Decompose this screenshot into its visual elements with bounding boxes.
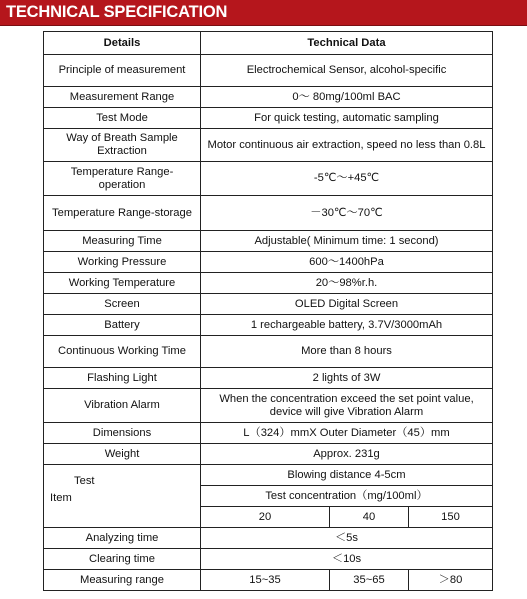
table-header-row xyxy=(44,32,493,55)
clearing-time-label: Clearing time xyxy=(44,549,201,570)
row-label: Screen xyxy=(44,294,201,315)
row-label: Test Mode xyxy=(44,108,201,129)
row-label: Vibration Alarm xyxy=(44,389,201,423)
table-row xyxy=(44,549,493,570)
details-header: Details xyxy=(44,32,201,55)
analyzing-time-label: Analyzing time xyxy=(44,528,201,549)
row-value: L（324）mmX Outer Diameter（45）mm xyxy=(201,423,493,444)
row-value: 20～98%r.h. xyxy=(201,273,493,294)
concentration-value: 20 xyxy=(201,507,330,528)
row-value: 0～ 80mg/100ml BAC xyxy=(201,87,493,108)
table-row xyxy=(44,528,493,549)
row-label: Measurement Range xyxy=(44,87,201,108)
table-row xyxy=(44,87,493,108)
row-value: 600～1400hPa xyxy=(201,252,493,273)
measuring-range-value: 15~35 xyxy=(201,570,330,591)
row-value: For quick testing, automatic sampling xyxy=(201,108,493,129)
table-row xyxy=(44,444,493,465)
spec-table xyxy=(43,31,493,591)
row-value: Motor continuous air extraction, speed no less than 0.8L xyxy=(201,129,493,162)
table-row xyxy=(44,294,493,315)
row-label: Continuous Working Time xyxy=(44,336,201,368)
table-row xyxy=(44,368,493,389)
concentration-value: 40 xyxy=(330,507,409,528)
row-label: Working Temperature xyxy=(44,273,201,294)
clearing-time-value: ＜10s xyxy=(201,549,493,570)
measuring-range-value: ＞80 xyxy=(409,570,493,591)
row-label: Weight xyxy=(44,444,201,465)
table-row xyxy=(44,108,493,129)
section-header xyxy=(0,0,527,26)
row-value: －30℃～70℃ xyxy=(201,196,493,231)
row-label: Working Pressure xyxy=(44,252,201,273)
row-label: Principle of measurement xyxy=(44,55,201,87)
row-label: Temperature Range-storage xyxy=(44,196,201,231)
row-label: Battery xyxy=(44,315,201,336)
row-value: Adjustable( Minimum time: 1 second) xyxy=(201,231,493,252)
section-title: TECHNICAL SPECIFICATION xyxy=(6,3,228,21)
table-row xyxy=(44,570,493,591)
row-value: OLED Digital Screen xyxy=(201,294,493,315)
table-row xyxy=(44,162,493,196)
measuring-range-label: Measuring range xyxy=(44,570,201,591)
row-value: Approx. 231g xyxy=(201,444,493,465)
row-value: 1 rechargeable battery, 3.7V/3000mAh xyxy=(201,315,493,336)
row-value: 2 lights of 3W xyxy=(201,368,493,389)
table-row xyxy=(44,465,493,486)
row-label: Flashing Light xyxy=(44,368,201,389)
technical-data-header: Technical Data xyxy=(201,32,493,55)
row-label: Temperature Range-operation xyxy=(44,162,201,196)
test-item-cell xyxy=(44,465,201,528)
test-item-label-line2: Item xyxy=(50,492,72,504)
row-label: Way of Breath Sample Extraction xyxy=(44,129,201,162)
row-value: -5℃～+45℃ xyxy=(201,162,493,196)
measuring-range-value: 35~65 xyxy=(330,570,409,591)
concentration-header: Test concentration（mg/100ml） xyxy=(201,486,493,507)
analyzing-time-value: ＜5s xyxy=(201,528,493,549)
table-row xyxy=(44,55,493,87)
blowing-distance: Blowing distance 4-5cm xyxy=(201,465,493,486)
row-label: Dimensions xyxy=(44,423,201,444)
row-label: Measuring Time xyxy=(44,231,201,252)
table-row xyxy=(44,389,493,423)
row-value: Electrochemical Sensor, alcohol-specific xyxy=(201,55,493,87)
row-value: When the concentration exceed the set point value, device will give Vibration Alarm xyxy=(201,389,493,423)
test-item-label-line1: Test xyxy=(74,475,95,487)
concentration-value: 150 xyxy=(409,507,493,528)
table-row xyxy=(44,336,493,368)
table-row xyxy=(44,129,493,162)
table-row xyxy=(44,315,493,336)
table-row xyxy=(44,252,493,273)
table-row xyxy=(44,423,493,444)
table-row xyxy=(44,196,493,231)
table-row xyxy=(44,231,493,252)
table-row xyxy=(44,273,493,294)
row-value: More than 8 hours xyxy=(201,336,493,368)
